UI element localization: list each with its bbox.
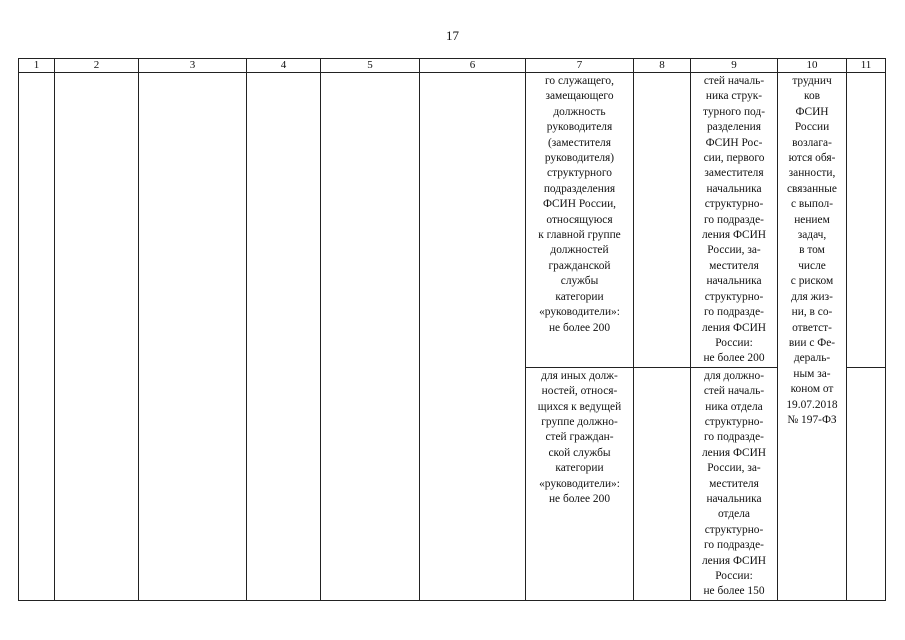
cell-col11-row1 <box>847 73 886 368</box>
column-header-2: 2 <box>55 59 139 73</box>
column-number-header-row <box>19 59 886 73</box>
column-header-10: 10 <box>778 59 847 73</box>
cell-col5 <box>321 73 420 601</box>
cell-text: стей началь- ника струк- турного под- разделения ФСИН Рос- сии, первого заместителя начальника структурно- го подразде- ления ФСИН России, за- местителя начальника структурно- го подразде- ления ФСИН России: не более 200 <box>701 75 767 365</box>
cell-col7-row2 <box>526 367 634 600</box>
cell-col10 <box>778 73 847 601</box>
cell-col7-row1 <box>526 73 634 368</box>
cell-text: го служащего, замещающего должность руководителя (заместителя руководителя) структурного подразделения ФСИН России, относящуюся к главной группе должностей гражданской службы категории «руководители»: не более 200 <box>538 75 621 334</box>
column-header-6: 6 <box>420 59 526 73</box>
column-header-4: 4 <box>247 59 321 73</box>
cell-text: для должно- стей началь- ника отдела структурно- го подразде- ления ФСИН России, за- местителя начальника отдела структурно- го подразде- ления ФСИН России: не более 150 <box>701 369 767 598</box>
table-row <box>19 73 886 368</box>
cell-col11-row2 <box>847 367 886 600</box>
cell-col8-row1 <box>634 73 691 368</box>
cell-col2 <box>55 73 139 601</box>
cell-col3 <box>139 73 247 601</box>
cell-col6 <box>420 73 526 601</box>
column-header-9: 9 <box>691 59 778 73</box>
column-header-11: 11 <box>847 59 886 73</box>
cell-text: труднич ков ФСИН России возлага- ются обя- занности, связанные с выпол- нением задач, в том числе с риском для жиз- ни, в со- ответст- вии с Фе- дераль- ным за- коном от 19.07.2018 № 197-ФЗ <box>786 75 838 426</box>
cell-col9-row1 <box>691 73 778 368</box>
column-header-5: 5 <box>321 59 420 73</box>
column-header-1: 1 <box>19 59 55 73</box>
cell-col4 <box>247 73 321 601</box>
cell-col8-row2 <box>634 367 691 600</box>
column-header-8: 8 <box>634 59 691 73</box>
cell-col9-row2 <box>691 367 778 600</box>
column-header-3: 3 <box>139 59 247 73</box>
page-number: 17 <box>446 28 459 43</box>
column-header-7: 7 <box>526 59 634 73</box>
regulation-table <box>18 58 886 601</box>
cell-text: для иных долж- ностей, относя- щихся к ведущей группе должно- стей граждан- ской службы категории «руководители»: не более 200 <box>537 369 622 505</box>
cell-col1 <box>19 73 55 601</box>
